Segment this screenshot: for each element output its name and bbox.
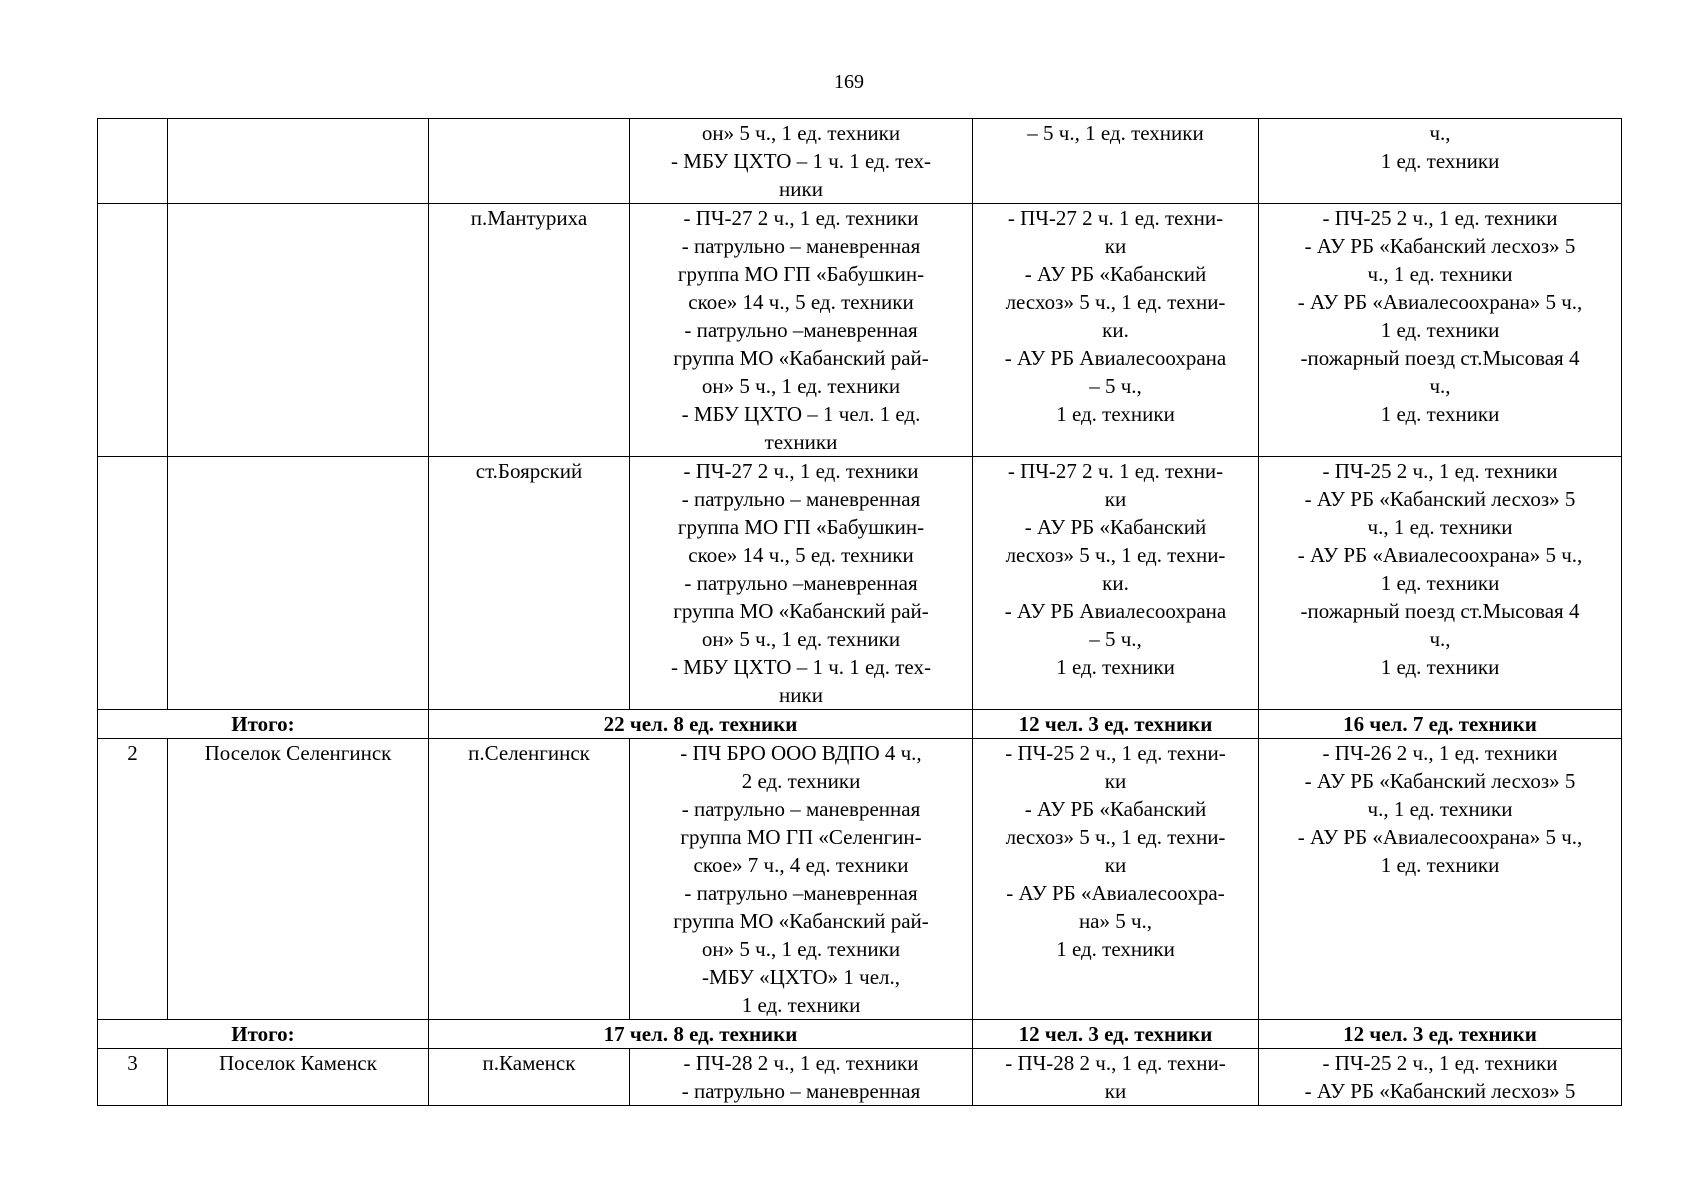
cell-line: лесхоз» 5 ч., 1 ед. техни- bbox=[1005, 290, 1226, 314]
cell-line: группа МО ГП «Бабушкин- bbox=[677, 262, 925, 286]
settlement-name-cell bbox=[168, 119, 429, 204]
cell-line: лесхоз» 5 ч., 1 ед. техни- bbox=[1005, 543, 1226, 567]
cell-line: 1 ед. техники bbox=[1056, 655, 1175, 679]
cell-line: - ПЧ-28 2 ч., 1 ед. техники bbox=[683, 1051, 919, 1075]
forces-cell-3 bbox=[1259, 457, 1622, 710]
cell-line: - ПЧ-25 2 ч., 1 ед. техни- bbox=[1005, 741, 1226, 765]
cell-line: лесхоз» 5 ч., 1 ед. техни- bbox=[1005, 825, 1226, 849]
locality-cell: п.Мантуриха bbox=[429, 204, 630, 457]
cell-line: ки. bbox=[1102, 571, 1129, 595]
row-number-cell: 2 bbox=[98, 739, 168, 1020]
cell-line: - АУ РБ «Кабанский лесхоз» 5 bbox=[1304, 769, 1576, 793]
table-row bbox=[98, 204, 1622, 457]
cell-line: ч., bbox=[1429, 121, 1451, 145]
table-row bbox=[98, 739, 1622, 1020]
total-label: Итого: bbox=[98, 1020, 429, 1049]
cell-line: ки bbox=[1104, 487, 1127, 511]
cell-line: ки bbox=[1104, 769, 1127, 793]
settlement-name-cell bbox=[168, 457, 429, 710]
cell-line: ское» 7 ч., 4 ед. техники bbox=[693, 853, 909, 877]
cell-line: - ПЧ-26 2 ч., 1 ед. техники bbox=[1322, 741, 1558, 765]
settlement-name-cell bbox=[168, 204, 429, 457]
cell-line: 1 ед. техники bbox=[1380, 655, 1500, 679]
cell-line: - патрульно –маневренная bbox=[684, 318, 918, 342]
cell-line: - АУ РБ «Кабанский лесхоз» 5 bbox=[1304, 487, 1576, 511]
settlement-name-cell: Поселок Селенгинск bbox=[168, 739, 429, 1020]
cell-line: - АУ РБ «Авиалесоохрана» 5 ч., bbox=[1297, 825, 1583, 849]
cell-line: он» 5 ч., 1 ед. техники bbox=[701, 937, 901, 961]
cell-line: 1 ед. техники bbox=[1380, 571, 1500, 595]
cell-line: ники bbox=[779, 177, 823, 201]
cell-line: -пожарный поезд ст.Мысовая 4 bbox=[1300, 346, 1580, 370]
row-number-cell bbox=[98, 119, 168, 204]
cell-line: - ПЧ-25 2 ч., 1 ед. техники bbox=[1322, 206, 1558, 230]
locality-cell: ст.Боярский bbox=[429, 457, 630, 710]
settlement-name-cell: Поселок Каменск bbox=[168, 1049, 429, 1106]
cell-line: ки bbox=[1104, 1079, 1127, 1103]
cell-line: ское» 14 ч., 5 ед. техники bbox=[688, 290, 914, 314]
cell-line: - патрульно – маневренная bbox=[681, 1079, 921, 1103]
cell-line: - ПЧ-25 2 ч., 1 ед. техники bbox=[1322, 1051, 1558, 1075]
cell-line: - МБУ ЦХТО – 1 ч. 1 ед. тех- bbox=[671, 149, 931, 173]
total-forces-1: 22 чел. 8 ед. техники bbox=[429, 710, 973, 739]
cell-line: - АУ РБ «Авиалесоохра- bbox=[1006, 881, 1225, 905]
row-number-cell: 3 bbox=[98, 1049, 168, 1106]
cell-line: 1 ед. техники bbox=[1380, 149, 1500, 173]
cell-line: группа МО «Кабанский рай- bbox=[673, 909, 929, 933]
forces-cell-1 bbox=[630, 1049, 973, 1106]
forces-cell-2 bbox=[973, 204, 1259, 457]
cell-line: - АУ РБ Авиалесоохрана bbox=[1004, 599, 1227, 623]
cell-line: - ПЧ-27 2 ч., 1 ед. техники bbox=[683, 206, 919, 230]
cell-line: техники bbox=[764, 430, 838, 454]
cell-line: - АУ РБ «Кабанский лесхоз» 5 bbox=[1304, 234, 1576, 258]
cell-line: ки bbox=[1104, 853, 1127, 877]
cell-line: – 5 ч., 1 ед. техники bbox=[1027, 121, 1204, 145]
table-row bbox=[98, 457, 1622, 710]
forces-cell-1 bbox=[630, 739, 973, 1020]
cell-line: - АУ РБ «Кабанский bbox=[1024, 515, 1207, 539]
forces-cell-3 bbox=[1259, 204, 1622, 457]
cell-line: - АУ РБ «Авиалесоохрана» 5 ч., bbox=[1297, 543, 1583, 567]
total-row bbox=[98, 710, 1622, 739]
cell-line: группа МО «Кабанский рай- bbox=[673, 599, 929, 623]
cell-line: - АУ РБ «Кабанский bbox=[1024, 262, 1207, 286]
cell-line: - патрульно –маневренная bbox=[684, 881, 918, 905]
cell-line: ч., bbox=[1429, 374, 1451, 398]
cell-line: 1 ед. техники bbox=[1056, 402, 1175, 426]
cell-line: ч., bbox=[1429, 627, 1451, 651]
forces-cell-2 bbox=[973, 1049, 1259, 1106]
row-number-cell bbox=[98, 457, 168, 710]
locality-cell: п.Селенгинск bbox=[429, 739, 630, 1020]
total-label: Итого: bbox=[98, 710, 429, 739]
cell-line: ч., 1 ед. техники bbox=[1367, 515, 1513, 539]
table-row bbox=[98, 119, 1622, 204]
cell-line: 1 ед. техники bbox=[741, 993, 861, 1017]
cell-line: -МБУ «ЦХТО» 1 чел., bbox=[701, 965, 900, 989]
total-row bbox=[98, 1020, 1622, 1049]
cell-line: - ПЧ-25 2 ч., 1 ед. техники bbox=[1322, 459, 1558, 483]
forces-cell-1 bbox=[630, 457, 973, 710]
cell-line: 2 ед. техники bbox=[741, 769, 861, 793]
total-forces-1: 17 чел. 8 ед. техники bbox=[429, 1020, 973, 1049]
cell-line: 1 ед. техники bbox=[1056, 937, 1175, 961]
forces-cell-2 bbox=[973, 739, 1259, 1020]
cell-line: группа МО ГП «Бабушкин- bbox=[677, 515, 925, 539]
cell-line: 1 ед. техники bbox=[1380, 853, 1500, 877]
forces-cell-3 bbox=[1259, 739, 1622, 1020]
locality-cell bbox=[429, 119, 630, 204]
table-row bbox=[98, 1049, 1622, 1106]
cell-line: он» 5 ч., 1 ед. техники bbox=[701, 627, 901, 651]
cell-line: ч., 1 ед. техники bbox=[1367, 262, 1513, 286]
cell-line: ники bbox=[779, 683, 823, 707]
cell-line: - МБУ ЦХТО – 1 чел. 1 ед. bbox=[681, 402, 921, 426]
cell-line: - АУ РБ «Кабанский лесхоз» 5 bbox=[1304, 1079, 1576, 1103]
row-number-cell bbox=[98, 204, 168, 457]
cell-line: - ПЧ-27 2 ч. 1 ед. техни- bbox=[1007, 206, 1224, 230]
cell-line: - ПЧ-27 2 ч. 1 ед. техни- bbox=[1007, 459, 1224, 483]
total-forces-2: 12 чел. 3 ед. техники bbox=[973, 1020, 1259, 1049]
cell-line: ки. bbox=[1102, 318, 1129, 342]
cell-line: группа МО «Кабанский рай- bbox=[673, 346, 929, 370]
cell-line: - ПЧ БРО ООО ВДПО 4 ч., bbox=[680, 741, 922, 765]
forces-cell-3 bbox=[1259, 119, 1622, 204]
cell-line: 1 ед. техники bbox=[1380, 402, 1500, 426]
cell-line: ки bbox=[1104, 234, 1127, 258]
forces-cell-2 bbox=[973, 119, 1259, 204]
cell-line: 1 ед. техники bbox=[1380, 318, 1500, 342]
cell-line: - патрульно – маневренная bbox=[681, 487, 921, 511]
cell-line: -пожарный поезд ст.Мысовая 4 bbox=[1300, 599, 1580, 623]
cell-line: - ПЧ-27 2 ч., 1 ед. техники bbox=[683, 459, 919, 483]
cell-line: – 5 ч., bbox=[1089, 627, 1142, 651]
forces-cell-2 bbox=[973, 457, 1259, 710]
cell-line: группа МО ГП «Селенгин- bbox=[680, 825, 922, 849]
cell-line: - АУ РБ «Кабанский bbox=[1024, 797, 1207, 821]
forces-table bbox=[97, 118, 1622, 1106]
total-forces-3: 12 чел. 3 ед. техники bbox=[1259, 1020, 1622, 1049]
cell-line: - патрульно –маневренная bbox=[684, 571, 918, 595]
cell-line: - патрульно – маневренная bbox=[681, 797, 921, 821]
page-number: 169 bbox=[834, 71, 864, 93]
cell-line: - АУ РБ Авиалесоохрана bbox=[1004, 346, 1227, 370]
forces-cell-3 bbox=[1259, 1049, 1622, 1106]
cell-line: - ПЧ-28 2 ч., 1 ед. техни- bbox=[1005, 1051, 1226, 1075]
cell-line: – 5 ч., bbox=[1089, 374, 1142, 398]
cell-line: он» 5 ч., 1 ед. техники bbox=[701, 374, 901, 398]
cell-line: - МБУ ЦХТО – 1 ч. 1 ед. тех- bbox=[671, 655, 931, 679]
forces-cell-1 bbox=[630, 204, 973, 457]
cell-line: ч., 1 ед. техники bbox=[1367, 797, 1513, 821]
cell-line: ское» 14 ч., 5 ед. техники bbox=[688, 543, 914, 567]
cell-line: - патрульно – маневренная bbox=[681, 234, 921, 258]
locality-cell: п.Каменск bbox=[429, 1049, 630, 1106]
cell-line: на» 5 ч., bbox=[1078, 909, 1153, 933]
cell-line: он» 5 ч., 1 ед. техники bbox=[701, 121, 901, 145]
total-forces-2: 12 чел. 3 ед. техники bbox=[973, 710, 1259, 739]
cell-line: - АУ РБ «Авиалесоохрана» 5 ч., bbox=[1297, 290, 1583, 314]
forces-cell-1 bbox=[630, 119, 973, 204]
total-forces-3: 16 чел. 7 ед. техники bbox=[1259, 710, 1622, 739]
